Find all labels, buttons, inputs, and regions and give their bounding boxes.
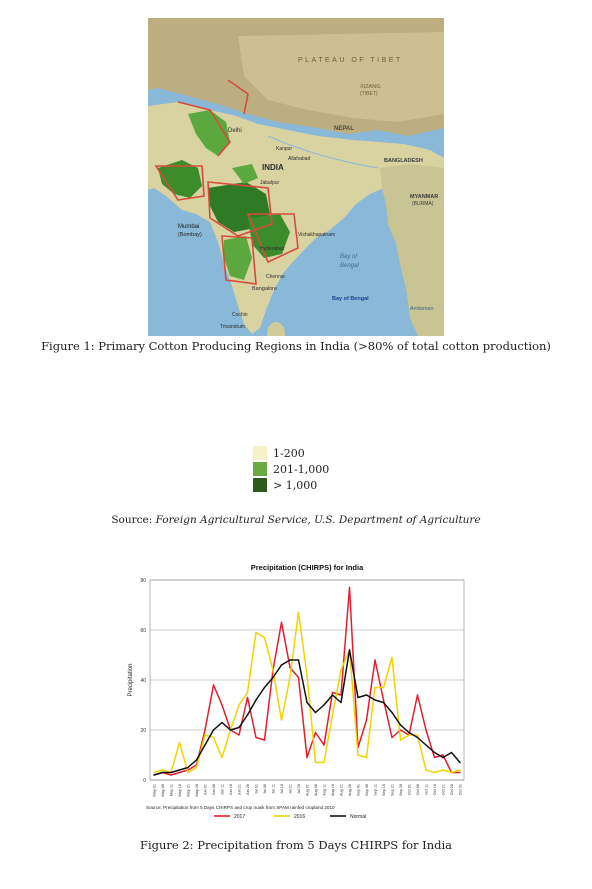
y-tick-label: 60 xyxy=(140,628,146,634)
data-point xyxy=(323,704,324,705)
data-point xyxy=(196,767,197,768)
y-axis-label: Precipitation xyxy=(128,663,134,697)
legend-swatch xyxy=(253,478,267,492)
data-point xyxy=(315,762,316,763)
data-point xyxy=(442,754,443,755)
cotton-region-map xyxy=(148,18,444,336)
data-point xyxy=(255,737,256,738)
figure1-caption: Figure 1: Primary Cotton Producing Regions in India (>80% of total cotton production) xyxy=(41,339,551,353)
map-svg xyxy=(148,18,444,336)
x-tick-label: Aug 21 xyxy=(339,784,344,797)
data-point xyxy=(247,692,248,693)
map-legend xyxy=(253,445,329,493)
data-point xyxy=(434,757,435,758)
x-tick-label: Aug 11 xyxy=(322,784,327,796)
data-point xyxy=(374,659,375,660)
x-tick-label: Sep 01 xyxy=(356,784,361,797)
data-point xyxy=(315,732,316,733)
data-point xyxy=(332,714,333,715)
data-point xyxy=(332,694,333,695)
map-label-visakhapatnam: Vishakhapatnam xyxy=(298,232,336,238)
x-tick-label: Sep 21 xyxy=(390,784,395,797)
data-point xyxy=(153,774,154,775)
chart-source-note: Source: Precipitation from 5 Days CHIRPS and crop mask from SPAM rainfed cropland 2010 xyxy=(146,805,335,810)
data-point xyxy=(187,767,188,768)
data-point xyxy=(247,714,248,715)
data-point xyxy=(289,659,290,660)
x-tick-label: Aug 01 xyxy=(305,784,310,797)
data-point xyxy=(247,697,248,698)
data-point xyxy=(281,664,282,665)
data-point xyxy=(179,769,180,770)
x-tick-label: Oct 06 xyxy=(415,784,420,796)
x-tick-label: Jun 21 xyxy=(237,784,242,796)
data-point xyxy=(391,737,392,738)
data-point xyxy=(340,669,341,670)
data-point xyxy=(187,772,188,773)
data-point xyxy=(451,772,452,773)
data-point xyxy=(425,729,426,730)
map-label-bengal: Bengal xyxy=(340,263,359,269)
data-point xyxy=(408,734,409,735)
data-point xyxy=(349,587,350,588)
map-label-jabalpur: Jabalpur xyxy=(260,180,280,186)
data-point xyxy=(221,722,222,723)
map-label-trivandrum: Trivandrum xyxy=(220,324,246,330)
data-point xyxy=(434,752,435,753)
legend-label: Normal xyxy=(350,814,367,820)
x-tick-label: Jul 11 xyxy=(271,784,276,794)
x-tick-label: Jun 06 xyxy=(211,784,216,796)
x-tick-label: May 01 xyxy=(152,784,157,797)
data-point xyxy=(221,757,222,758)
data-point xyxy=(230,729,231,730)
data-point xyxy=(255,632,256,633)
data-point xyxy=(315,712,316,713)
data-point xyxy=(425,769,426,770)
map-label-hyderabad: Hyderabad xyxy=(260,246,285,252)
x-tick-label: Oct 01 xyxy=(407,784,412,796)
x-tick-label: May 26 xyxy=(194,784,199,797)
y-tick-label: 40 xyxy=(140,678,146,684)
map-label-burma: (BURMA) xyxy=(412,201,434,207)
data-point xyxy=(425,744,426,745)
x-tick-label: Oct 21 xyxy=(441,784,446,796)
x-tick-label: Oct 31 xyxy=(458,784,463,796)
x-tick-label: Sep 26 xyxy=(398,784,403,797)
data-point xyxy=(255,699,256,700)
data-point xyxy=(306,674,307,675)
data-point xyxy=(272,677,273,678)
chart-svg xyxy=(118,560,474,825)
legend-label: 2017 xyxy=(234,814,246,820)
data-point xyxy=(281,719,282,720)
legend-item xyxy=(253,461,329,477)
data-point xyxy=(281,622,282,623)
data-point xyxy=(459,762,460,763)
map-label-chennai: Chennai xyxy=(266,274,285,280)
x-tick-label: Sep 16 xyxy=(381,784,386,797)
data-point xyxy=(298,612,299,613)
x-tick-label: Oct 26 xyxy=(449,784,454,796)
map-label-bay-of-bengal: Bay of Bengal xyxy=(332,296,369,302)
data-point xyxy=(366,694,367,695)
data-point xyxy=(349,649,350,650)
data-point xyxy=(434,772,435,773)
x-tick-label: May 06 xyxy=(160,784,165,797)
legend-swatch xyxy=(253,462,267,476)
data-point xyxy=(298,659,299,660)
data-point xyxy=(383,699,384,700)
data-point xyxy=(170,772,171,773)
data-point xyxy=(264,637,265,638)
data-point xyxy=(221,704,222,705)
map-label-bay: Bay of xyxy=(340,254,358,260)
data-point xyxy=(289,677,290,678)
data-point xyxy=(238,734,239,735)
legend-label: 201-1,000 xyxy=(273,462,330,476)
data-point xyxy=(170,774,171,775)
y-tick-label: 80 xyxy=(140,578,146,584)
x-tick-label: Aug 26 xyxy=(347,784,352,797)
data-point xyxy=(306,702,307,703)
data-point xyxy=(340,702,341,703)
data-point xyxy=(204,744,205,745)
data-point xyxy=(179,742,180,743)
map-label-bangladesh: BANGLADESH xyxy=(384,158,423,164)
data-point xyxy=(391,657,392,658)
data-point xyxy=(417,694,418,695)
data-point xyxy=(238,704,239,705)
x-tick-label: Jun 16 xyxy=(228,784,233,796)
data-point xyxy=(264,739,265,740)
data-point xyxy=(374,687,375,688)
legend-item xyxy=(253,445,329,461)
data-point xyxy=(391,712,392,713)
map-label-delhi: Delhi xyxy=(228,128,242,134)
source-prefix: Source: xyxy=(111,514,156,526)
chart-title: Precipitation (CHIRPS) for India xyxy=(250,563,364,572)
map-label-india: INDIA xyxy=(262,163,284,172)
source-line xyxy=(0,514,592,526)
legend-label: 2016 xyxy=(294,814,306,820)
data-point xyxy=(357,697,358,698)
data-point xyxy=(323,744,324,745)
y-tick-label: 0 xyxy=(143,778,146,784)
data-point xyxy=(459,772,460,773)
data-point xyxy=(162,772,163,773)
map-label-tibet: (TIBET) xyxy=(360,91,378,97)
x-tick-label: Jul 01 xyxy=(254,784,259,795)
x-tick-label: Oct 11 xyxy=(424,784,429,795)
data-point xyxy=(204,734,205,735)
x-tick-label: May 16 xyxy=(177,784,182,797)
data-point xyxy=(204,729,205,730)
map-label-myanmar: MYANMAR xyxy=(410,194,439,200)
precipitation-chart xyxy=(118,560,474,825)
map-label-bangalore: Bangalore xyxy=(252,286,278,292)
x-tick-label: May 11 xyxy=(169,784,174,797)
data-point xyxy=(451,752,452,753)
legend-swatch xyxy=(253,446,267,460)
data-point xyxy=(272,669,273,670)
data-point xyxy=(179,772,180,773)
y-tick-label: 20 xyxy=(140,728,146,734)
map-label-bombay: (Bombay) xyxy=(178,232,202,238)
legend-label: 1-200 xyxy=(273,446,305,460)
data-point xyxy=(153,772,154,773)
data-point xyxy=(442,769,443,770)
map-label-cochin: Cochin xyxy=(232,312,248,318)
map-label-andaman: Andaman xyxy=(410,306,434,312)
data-point xyxy=(213,729,214,730)
data-point xyxy=(383,687,384,688)
map-label-plateau: PLATEAU OF TIBET xyxy=(298,57,403,64)
x-tick-label: Jun 26 xyxy=(245,784,250,796)
x-tick-label: Jul 26 xyxy=(296,784,301,795)
data-point xyxy=(417,734,418,735)
legend-item xyxy=(253,477,329,493)
x-tick-label: Oct 16 xyxy=(432,784,437,796)
map-label-mumbai: Mumbai xyxy=(178,224,200,230)
data-point xyxy=(238,727,239,728)
map-label-xizang: XIZANG xyxy=(360,84,381,90)
figure2-caption: Figure 2: Precipitation from 5 Days CHIRPS for India xyxy=(139,838,452,852)
data-point xyxy=(400,739,401,740)
data-point xyxy=(459,769,460,770)
x-tick-label: Sep 11 xyxy=(373,784,378,796)
data-point xyxy=(332,692,333,693)
x-tick-label: Sep 06 xyxy=(364,784,369,797)
data-point xyxy=(366,719,367,720)
x-tick-label: Jun 01 xyxy=(203,784,208,796)
data-point xyxy=(442,757,443,758)
data-point xyxy=(400,724,401,725)
data-point xyxy=(417,737,418,738)
data-point xyxy=(374,699,375,700)
data-point xyxy=(298,677,299,678)
x-tick-label: May 21 xyxy=(186,784,191,797)
x-tick-label: Jul 06 xyxy=(262,784,267,795)
legend-label: > 1,000 xyxy=(273,478,318,492)
map-label-allahabad: Allahabad xyxy=(288,156,311,162)
x-tick-label: Jul 21 xyxy=(288,784,293,795)
x-tick-label: Aug 06 xyxy=(313,784,318,797)
data-point xyxy=(383,702,384,703)
data-point xyxy=(408,732,409,733)
data-point xyxy=(213,737,214,738)
data-point xyxy=(357,754,358,755)
map-label-nepal: NEPAL xyxy=(334,126,354,132)
data-point xyxy=(366,757,367,758)
x-tick-label: Jun 11 xyxy=(220,784,225,796)
source-text: Foreign Agricultural Service, U.S. Department of Agriculture xyxy=(155,514,481,526)
data-point xyxy=(162,769,163,770)
map-label-kanpur: Kanpur xyxy=(276,146,293,152)
data-point xyxy=(264,687,265,688)
data-point xyxy=(306,757,307,758)
data-point xyxy=(213,684,214,685)
x-tick-label: Aug 16 xyxy=(330,784,335,797)
x-tick-label: Jul 16 xyxy=(279,784,284,795)
data-point xyxy=(196,759,197,760)
data-point xyxy=(323,762,324,763)
